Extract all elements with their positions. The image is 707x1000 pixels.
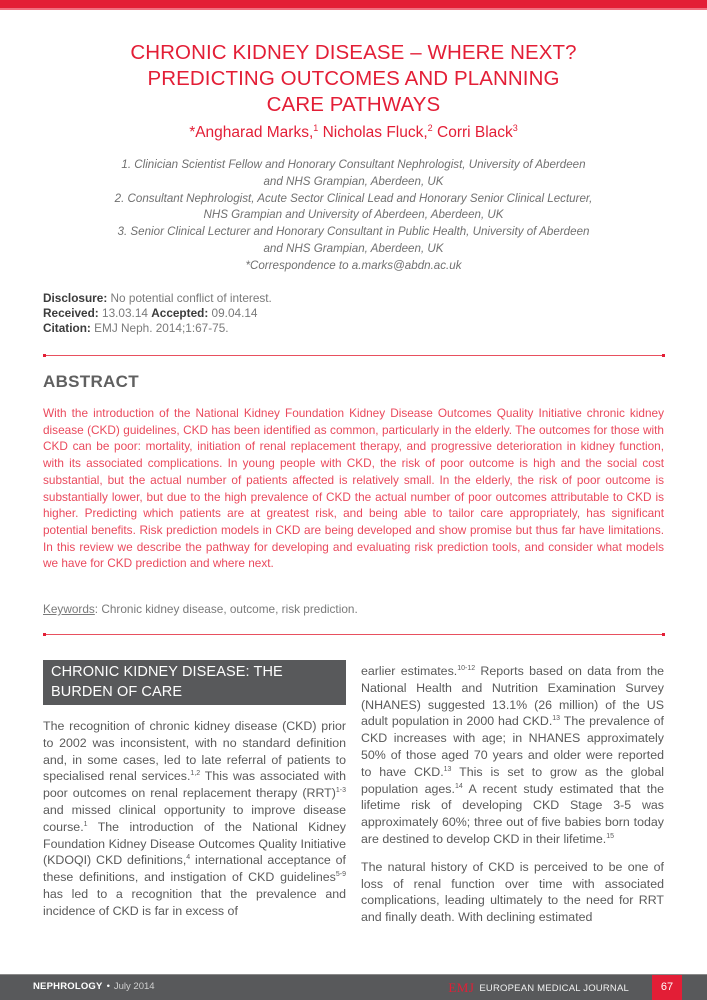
citation-row — [43, 321, 272, 336]
accepted-value: 09.04.14 — [208, 306, 258, 320]
divider-line — [44, 634, 664, 635]
page-number: 67 — [652, 975, 682, 1000]
body-text: has led to a recognition that the prevalence and incidence of CKD is far in excess of — [43, 886, 346, 918]
top-accent-line — [0, 8, 707, 10]
title-line: CARE PATHWAYS — [266, 93, 441, 116]
abstract-heading: ABSTRACT — [43, 372, 139, 391]
citation-ref: 4 — [186, 854, 191, 862]
body-text: A recent study estimated that the lifetime risk of developing CKD Stage 3-5 was approximately 60%; three out of five babies born today are destined to develop CKD in their lifetime. — [361, 781, 664, 846]
keywords-value: : Chronic kidney disease, outcome, risk prediction. — [94, 602, 358, 616]
keywords-label: Keywords — [43, 602, 95, 616]
disclosure-label: Disclosure: — [43, 291, 108, 305]
affiliation-line: NHS Grampian and University of Aberdeen, Aberdeen, UK — [203, 208, 504, 222]
citation-ref: 13 — [552, 715, 561, 723]
body-text: international acceptance of these definitions, and instigation of CKD guidelines — [43, 853, 346, 885]
body-text: earlier estimates. — [361, 664, 458, 678]
body-text: This was associated with poor outcomes on renal replacement therapy (RRT) — [43, 769, 346, 801]
citation-ref: 14 — [454, 782, 463, 790]
affiliation-line: and NHS Grampian, Aberdeen, UK — [263, 241, 444, 255]
affiliation-line: 3. Senior Clinical Lecturer and Honorary Consultant in Public Health, University of Aberdeen — [117, 225, 590, 239]
dates-row — [43, 306, 272, 321]
title-line: PREDICTING OUTCOMES AND PLANNING — [147, 67, 560, 90]
section-heading-line: BURDEN OF CARE — [51, 683, 183, 700]
body-text: The recognition of chronic kidney disease (CKD) prior to 2002 was inconsistent, with no standard definition and, in some cases, led to late referral of patients to specialised renal services. — [43, 719, 346, 784]
body-text: and missed clinical opportunity to improve disease course. — [43, 802, 346, 834]
disclosure-row — [43, 291, 272, 306]
received-value: 13.03.14 — [98, 306, 152, 320]
article-title — [40, 40, 667, 118]
body-column-left — [43, 718, 346, 920]
body-text: This is set to grow as the global population ages. — [361, 764, 664, 796]
disclosure-value: No potential conflict of interest. — [107, 291, 272, 305]
footer-date: July 2014 — [113, 981, 155, 992]
page-footer — [0, 975, 707, 1000]
citation-ref: 1,2 — [190, 770, 201, 778]
affiliation-line: and NHS Grampian, Aberdeen, UK — [263, 174, 444, 188]
article-meta — [43, 291, 272, 336]
abstract-body: With the introduction of the National Kidney Foundation Kidney Disease Outcomes Quality Initiative chronic kidney disease (CKD) guidelines, CKD has been identified as common, particularly in the elderly. The outcomes for those with CKD can be poor: mortality, initiation of renal replacement therapy, and progressive deterioration in kidney function, with its associated complications. In young people with CKD, the risk of poor outcome is high and the social cost substantial, but the actual number of patients affected is relatively small. In the elderly, the risk of poor outcome is substantially lower, but due to the high prevalence of CKD the actual number of poor outcomes attributable to CKD is higher. Predicting which patients are at greatest risk, and being able to tailor care appropriately, has significant potential benefits. Risk prediction models in CKD are being developed and show promise but thus far have limitations. In this review we describe the pathway for developing and evaluating risk prediction tools, and consider what models we have for CKD prediction and where next. — [43, 406, 664, 571]
body-text: Reports based on data from the National Health and Nutrition Examination Survey (NHANES) suggested 13.1% (26 million) of the US adult population in 2000 had CKD. — [361, 664, 664, 729]
body-text: The introduction of the National Kidney Foundation Kidney Disease Outcomes Quality Initiative (KDOQI) CKD definitions, — [43, 819, 346, 868]
divider-line — [44, 355, 664, 356]
body-column-right — [361, 663, 664, 926]
citation-ref: 5-9 — [335, 871, 346, 879]
accepted-label: Accepted: — [151, 306, 209, 320]
author-affiliation-number: 2 — [427, 123, 433, 133]
footer-section-name: NEPHROLOGY — [33, 981, 103, 992]
emj-logo: EMJ — [448, 980, 475, 995]
citation-value: EMJ Neph. 2014;1:67-75. — [90, 321, 229, 335]
keywords — [43, 602, 358, 616]
citation-ref: 1 — [83, 820, 88, 828]
affiliation-line: 1. Clinician Scientist Fellow and Honorary Consultant Nephrologist, University of Aberdeen — [121, 158, 586, 171]
author-affiliation-number: 1 — [313, 123, 319, 133]
citation-ref: 15 — [606, 832, 614, 840]
body-paragraph — [361, 663, 664, 848]
top-accent-bar — [0, 0, 707, 8]
citation-ref: 10-12 — [457, 665, 476, 672]
author-name: *Angharad Marks, — [189, 124, 314, 141]
section-heading-line: CHRONIC KIDNEY DISEASE: THE — [51, 664, 283, 680]
body-paragraph: The natural history of CKD is perceived to be one of loss of renal function over time with associated complications, leading ultimately to the need for RRT and finally death. With declining estimated — [361, 859, 664, 925]
citation-ref: 1-3 — [335, 787, 346, 795]
bullet-separator: • — [106, 981, 110, 992]
affiliation-line: 2. Consultant Nephrologist, Acute Sector Clinical Lead and Honorary Senior Clinical Lecturer, — [114, 191, 593, 205]
title-line: CHRONIC KIDNEY DISEASE – WHERE NEXT? — [130, 41, 577, 64]
body-paragraph — [43, 718, 346, 920]
correspondence-line: *Correspondence to a.marks@abdn.ac.uk — [245, 258, 462, 272]
citation-ref: 13 — [443, 765, 452, 773]
footer-section-info — [33, 981, 155, 992]
author-affiliation-number: 3 — [512, 123, 518, 133]
author-list — [40, 123, 667, 143]
author-name: Corri Black — [437, 124, 513, 141]
received-label: Received: — [43, 306, 99, 320]
author-name: Nicholas Fluck, — [322, 124, 428, 141]
citation-label: Citation: — [43, 321, 91, 335]
journal-branding — [448, 980, 629, 996]
section-heading — [43, 660, 346, 705]
body-text: The prevalence of CKD increases with age; in NHANES approximately 50% of those aged 70 years and older were reported to have CKD. — [361, 714, 664, 779]
journal-name: EUROPEAN MEDICAL JOURNAL — [479, 982, 629, 994]
affiliations — [60, 157, 647, 275]
